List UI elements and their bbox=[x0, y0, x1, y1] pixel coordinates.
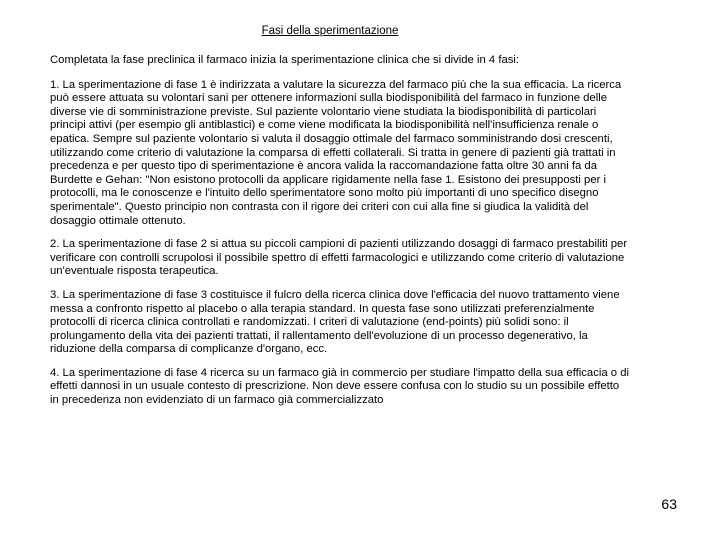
body-text bbox=[50, 54, 630, 418]
page-number: 63 bbox=[661, 496, 677, 512]
intro-paragraph: Completata la fase preclinica il farmaco inizia la sperimentazione clinica che si divide in 4 fasi: bbox=[50, 54, 520, 66]
phase-2-paragraph: 2. La sperimentazione di fase 2 si attua su piccoli campioni di pazienti utilizzando dosaggi di farmaco prestabiliti per verificare con controlli scrupolosi il possibile spettro di effetti farmacologici e utilizzando come criterio di valutazione un'eventuale risposta terapeutica. bbox=[50, 238, 628, 278]
page-title: Fasi della sperimentazione bbox=[261, 25, 399, 37]
phase-3-paragraph: 3. La sperimentazione di fase 3 costituisce il fulcro della ricerca clinica dove l'efficacia del nuovo trattamento viene messa a confronto rispetto al placebo o alla terapia standard. In questa fase sono utilizzati preferenzialmente protocolli di ricerca clinica controllati e randomizzati. I criteri di valutazione (end-points) più solidi sono: il prolungamento della vita dei pazienti trattati, il rallentamento dell'evoluzione di un processo degenerativo, la riduzione della comparsa di complicanze d'organo, ecc. bbox=[50, 288, 620, 356]
phase-4-paragraph: 4. La sperimentazione di fase 4 ricerca su un farmaco già in commercio per studiare l'impatto della sua efficacia o di effetti dannosi in un usuale contesto di prescrizione. Non deve essere confusa con lo studio su un possibile effetto in precedenza non evidenziato di un farmaco già commercializzato bbox=[50, 366, 630, 407]
phase-1-paragraph: 1. La sperimentazione di fase 1 è indirizzata a valutare la sicurezza del farmaco più che la sua efficacia. La ricerca può essere attuata su volontari sani per ottenere informazioni sulla biodisponibilità del farmaco in funzione delle diverse vie di somministrazione previste. Sul paziente volontario viene studiata la biodisponibilità di particolari principi attivi (per esempio gli antiblastici) e come viene modificata la biodisponibilità nell'insufficienza renale o epatica. Sempre sul paziente volontario si valuta il dosaggio ottimale del farmaco somministrando dosi crescenti, utilizzando come criterio di valutazione la comparsa di effetti collaterali. Si tratta in genere di pazienti già trattati in precedenza e per questo tipo di sperimentazione è ancora valida la raccomandazione fatta oltre 30 anni fa da Burdette e Gehan: "Non esistono protocolli da applicare rigidamente nella fase 1. Esistono dei presupposti per i protocolli, ma le conoscenze e l'intuito dello sperimentatore sono molto più importanti di uno specifico disegno sperimentale". Questo principio non contrasta con il rigore dei criteri con cui alla fine si giudica la validità del dosaggio ottimale ottenuto. bbox=[50, 78, 622, 227]
